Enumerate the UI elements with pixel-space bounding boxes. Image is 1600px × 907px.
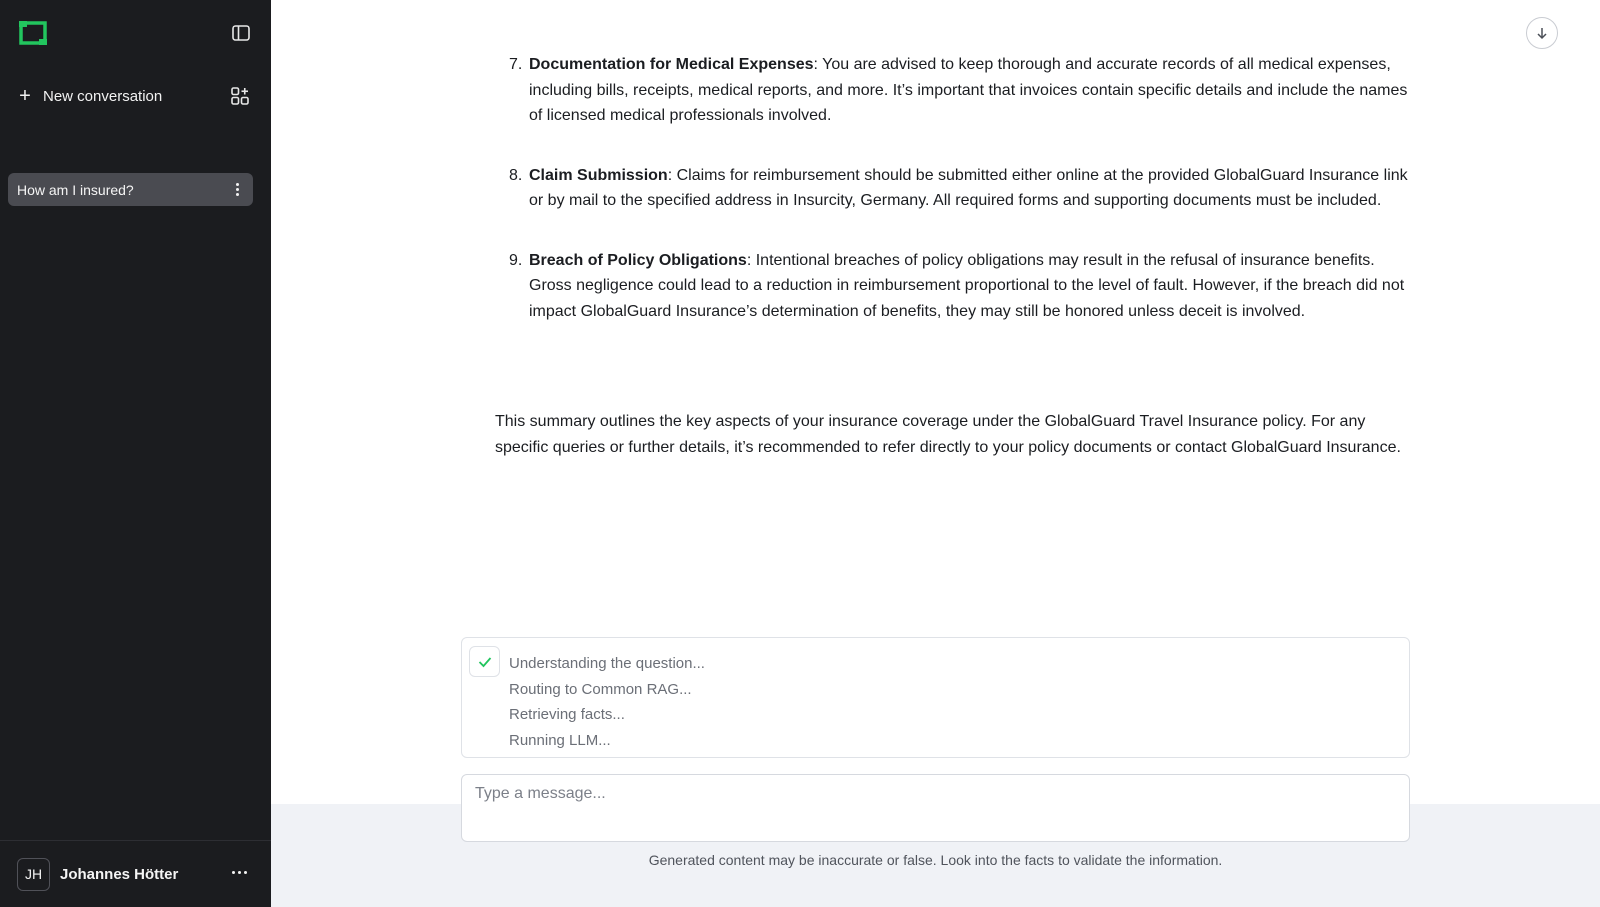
step-item: Running LLM...: [509, 731, 611, 749]
apps-button[interactable]: [230, 86, 250, 106]
steps-status: [469, 646, 500, 677]
list-item-number: 9.: [509, 251, 523, 269]
list-item-term: Documentation for Medical Expenses: [529, 56, 814, 73]
list-item-number: 8.: [509, 166, 523, 184]
toggle-sidebar-button[interactable]: [230, 23, 252, 43]
avatar-initials: JH: [24, 866, 43, 882]
grid-plus-icon: [231, 87, 249, 105]
disclaimer-text: Generated content may be inaccurate or false. Look into the facts to validate the information.: [648, 852, 1223, 868]
ellipsis-dot-icon: [232, 871, 235, 874]
kebab-dot-icon: [236, 188, 239, 191]
list-item-term: Claim Submission: [529, 166, 668, 184]
conversation-item-label: How am I insured?: [17, 181, 134, 198]
list-item-text: : Claims for reimbursement should be submitted either online at the provided GlobalGuard Insurance link or by mail to the specified address in Insurcity, Germany. All required forms and supporting documents must be included.: [529, 166, 1408, 209]
list-item-text: : Intentional breaches of policy obligations may result in the refusal of insurance benefits. Gross negligence could lead to a reduction in reimbursement proportional to the level of fault. However, if the breach did not impact GlobalGuard Insurance’s determination of benefits, they may still be honored unless deceit is involved.: [529, 251, 1405, 320]
step-item: Understanding the question...: [509, 655, 705, 672]
user-menu-button[interactable]: [230, 869, 249, 876]
step-list: [509, 651, 705, 753]
kebab-dot-icon: [236, 193, 239, 196]
list-item: [495, 163, 1413, 214]
check-icon: [478, 656, 492, 668]
conversation-item[interactable]: [8, 173, 253, 206]
plus-icon: +: [19, 85, 31, 107]
kebab-dot-icon: [236, 183, 239, 186]
list-item-number: 7.: [509, 56, 523, 73]
processing-steps: [461, 637, 1410, 758]
arrow-down-icon: [1535, 26, 1549, 40]
app-logo-icon[interactable]: [19, 21, 47, 45]
scroll-to-bottom-button[interactable]: [1526, 17, 1558, 49]
chat-main: [271, 0, 1600, 907]
ellipsis-dot-icon: [244, 871, 247, 874]
message-input[interactable]: [462, 775, 1409, 841]
assistant-message: [495, 52, 1413, 460]
list-item-text: : You are advised to keep thorough and accurate records of all medical expenses, including bills, receipts, medical reports, and more. It’s important that invoices contain specific details and include the names of licensed medical professionals involved.: [529, 56, 1408, 124]
user-footer: [0, 840, 271, 907]
new-conversation-label: New conversation: [43, 87, 163, 105]
step-item: Routing to Common RAG...: [509, 680, 692, 698]
summary-paragraph: This summary outlines the key aspects of your insurance coverage under the GlobalGuard Travel Insurance policy. For any specific queries or further details, it’s recommended to refer directly to your policy documents or contact GlobalGuard Insurance.: [495, 413, 1401, 456]
sidebar: [0, 0, 271, 907]
list-item: [495, 52, 1413, 129]
list-item: [495, 248, 1413, 325]
step-item: Retrieving facts...: [509, 706, 625, 723]
conversation-options-button[interactable]: [232, 179, 243, 200]
sidebar-panel-icon: [232, 25, 250, 41]
list-item-term: Breach of Policy Obligations: [529, 251, 747, 269]
ellipsis-dot-icon: [238, 871, 241, 874]
policy-list: [495, 52, 1413, 324]
new-conversation-button[interactable]: [17, 84, 162, 108]
message-composer: [461, 774, 1410, 842]
avatar[interactable]: [17, 858, 50, 891]
user-name: Johannes Hötter: [60, 865, 179, 883]
